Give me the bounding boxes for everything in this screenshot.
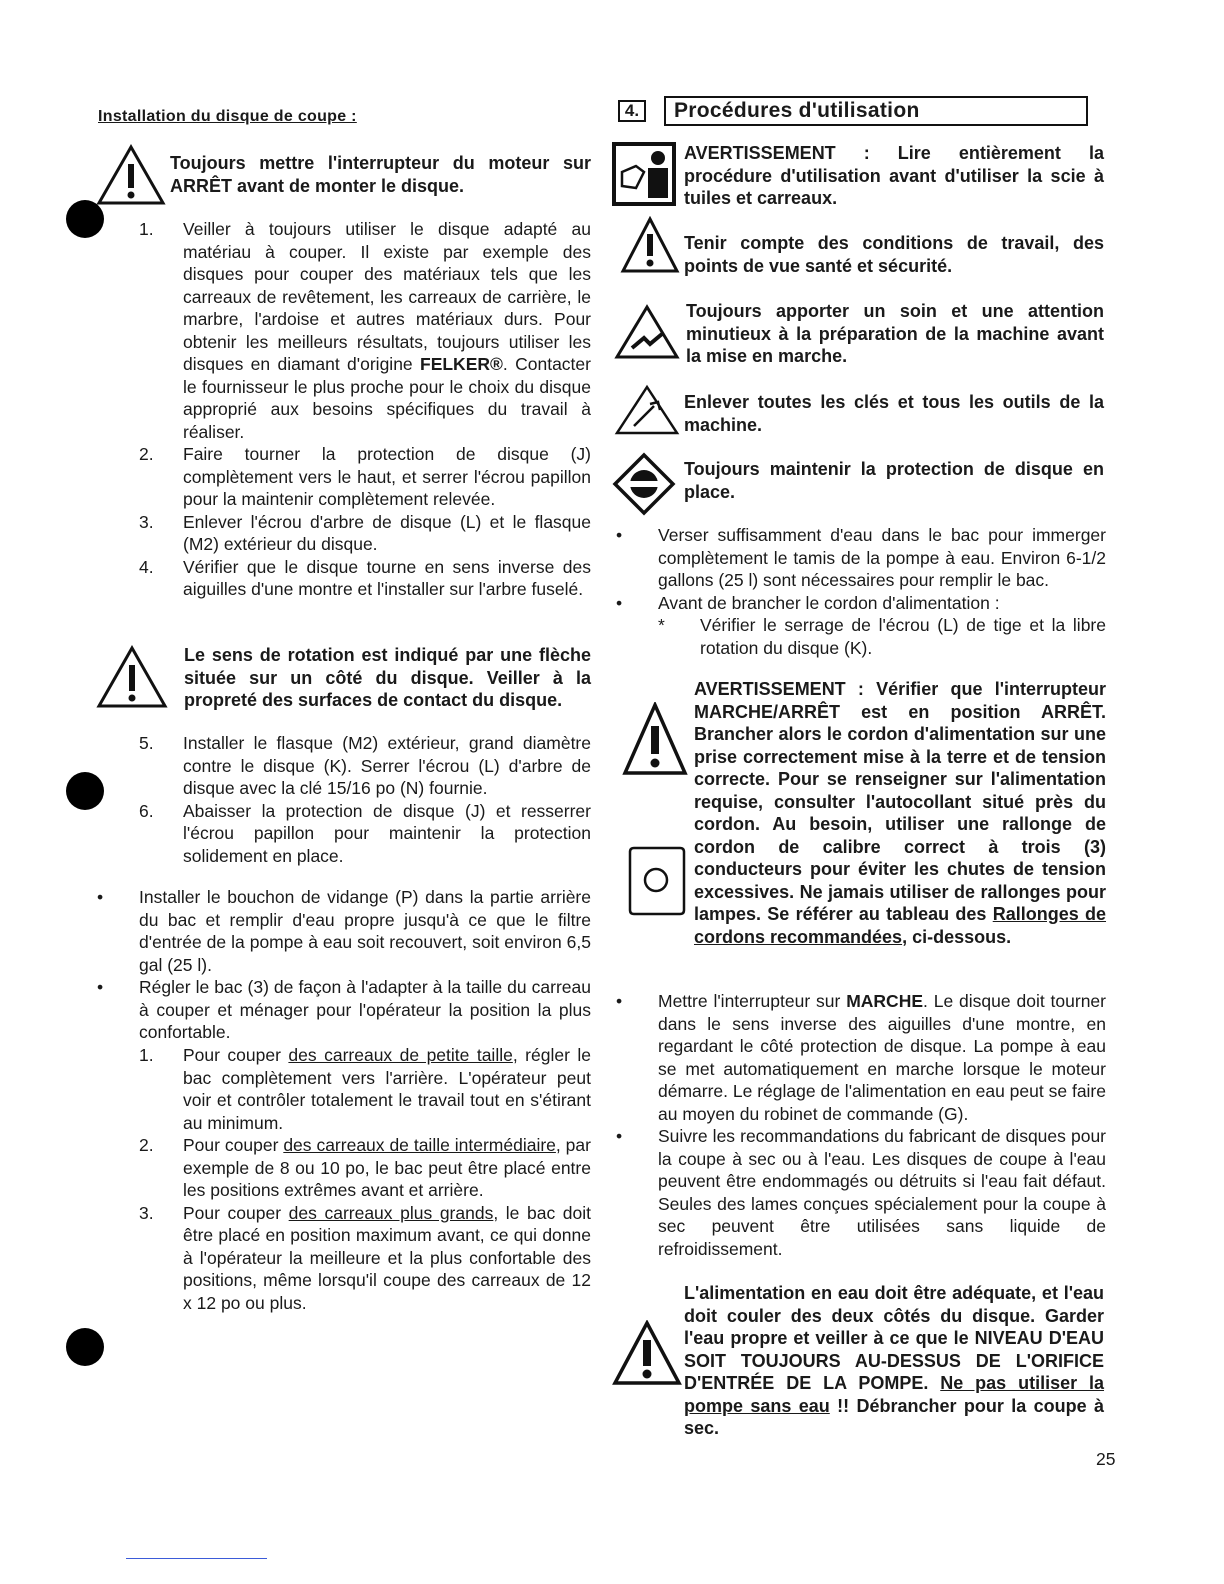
warning-switch-off-position [694,678,1106,948]
warning-work-conditions: Tenir compte des conditions de travail, des points de vue santé et sécurité. [684,233,1104,276]
bullet-text: Verser suffisamment d'eau dans le bac pour immerger complètement le tamis de la pompe à eau. Environ 6-1/2 gallons (25 l) sont nécessaires pour remplir le bac. [658,525,1106,590]
list-item [139,732,591,800]
bullet-text: Mettre l'interrupteur sur [658,991,847,1011]
binder-hole [66,200,104,238]
step-number: 3. [139,1202,154,1223]
list-item [616,592,1106,615]
list-item [97,976,591,1044]
section-title-box [664,96,1088,126]
power-switch-icon [622,846,686,916]
step-text: Veiller à toujours utiliser le disque adapté au matériau à couper. Il existe par exemple des disques pour couper des matériaux tels que les carreaux de revêtement, les carreaux de carrière, le marbre, l'ardoise et autres matériaux durs. Pour obtenir les meilleurs résultats, toujours utiliser les disques en diamant d'origine [183,219,591,374]
list-item [139,511,591,556]
warning-text-cont: !! Débrancher pour la coupe à sec. [684,1395,1104,1438]
warning-triangle-icon [96,144,166,206]
step-number: 2. [139,1135,154,1155]
list-item [616,1125,1106,1260]
warning-triangle-icon [612,1320,682,1386]
step-number: 5. [139,733,154,753]
section-number: 4. [618,100,646,122]
page-number: 25 [1096,1449,1116,1469]
bullet-text: Suivre les recommandations du fabricant de disques pour la coupe à sec ou à l'eau. Les disques de coupe à l'eau peuvent être endommagés ou détruits si l'eau fait défaut. Seules des lames conçues spécialement pour la coupe à sec peuvent être utilisées sans liquide de refroidissement. [658,1126,1106,1259]
warning-text-cont: , ci-dessous. [902,926,1012,947]
list-item [139,443,591,511]
switch-label: MARCHE [846,991,924,1011]
bullet: • [616,592,623,613]
machine-care-icon [614,304,680,360]
step-text-cont: , par exemple de 8 ou 10 po, le bac peut être placé entre les positions extrêmes avant et arrière. [183,1135,591,1200]
underlined-text: des carreaux de taille intermédiaire [283,1135,556,1155]
step-text: Pour couper [183,1045,289,1065]
underlined-text: des carreaux plus grands [288,1202,494,1223]
list-item [139,556,591,601]
steps-list-b [139,732,591,867]
binder-hole [66,1328,104,1366]
step-number: 1. [139,1045,154,1065]
step-text: Installer le flasque (M2) extérieur, grand diamètre contre le disque (K). Serrer l'écrou (L) d'arbre de disque avec la clé 15/16 po (N) fournie. [183,733,591,798]
sub-steps-list [139,1044,591,1314]
bullet-list-right [616,524,1106,659]
footer-rule [126,1558,267,1559]
bullet-list-right-2 [616,990,1106,1260]
step-text: Pour couper [183,1135,284,1155]
step-number: 6. [139,800,154,821]
step-text: Pour couper [183,1202,289,1223]
list-item [658,614,1106,659]
warning-keep-guard: Toujours maintenir la protection de disque en place. [684,459,1104,502]
bullet-list-left [97,886,591,1044]
list-item [139,1202,591,1315]
warning-text: AVERTISSEMENT : Vérifier que l'interrupteur MARCHE/ARRÊT est en position ARRÊT. Brancher alors le cordon d'alimentation sur une prise correctement mise à la terre et de tension correcte. Pour se renseigner sur l'alimentation requise, consulter l'autocollant situé près du cordon. Au besoin, utiliser une rallonge de cordon de calibre correct à trois (3) conducteurs pour éviter les chutes de tension excessives. Ne jamais utiliser de rallonges pour lampes. Se référer au tableau des [694,679,1106,924]
underlined-text: des carreaux de petite taille [288,1045,513,1065]
step-text: Enlever l'écrou d'arbre de disque (L) et le flasque (M2) extérieur du disque. [183,511,591,554]
warning-triangle-icon [96,645,168,709]
list-item [139,1044,591,1134]
list-item [139,218,591,443]
bullet: * [658,615,665,635]
warning-water-supply [684,1282,1104,1440]
bullet-text: Vérifier le serrage de l'écrou (L) de tige et la libre rotation du disque (K). [700,615,1106,658]
warning-switch-off: Toujours mettre l'interrupteur du moteur sur ARRÊT avant de monter le disque. [170,153,591,196]
warning-rotation: Le sens de rotation est indiqué par une flèche située sur un côté du disque. Veiller à la propreté des surfaces de contact du disque. [184,645,591,710]
warning-machine-care: Toujours apporter un soin et une attention minutieux à la préparation de la machine avant la mise en marche. [686,301,1104,366]
remove-tools-icon [614,384,680,436]
blade-guard-icon [612,452,676,516]
steps-list-a [139,218,591,601]
step-number: 1. [139,219,154,239]
step-text-cont: , régler le bac complètement vers l'arrière. L'opérateur peut voir et contrôler totalement le travail tout en s'étirant au minimum. [183,1045,591,1133]
step-number: 4. [139,556,154,577]
step-number: 3. [139,511,154,532]
warning-remove-keys: Enlever toutes les clés et tous les outils de la machine. [684,392,1104,435]
brand-name: FELKER® [420,354,503,374]
bullet: • [97,977,104,997]
bullet-text: Avant de brancher le cordon d'alimentation : [658,592,1000,613]
warning-triangle-icon [620,216,680,274]
list-item [139,800,591,868]
list-item [616,990,1106,1125]
step-text: Faire tourner la protection de disque (J) complètement vers le haut, et serrer l'écrou papillon pour la maintenir complètement relevée. [183,444,591,509]
read-manual-icon [612,142,676,206]
underlined-warning: Ne pas utiliser la pompe sans eau [684,1373,1105,1416]
bullet-text: Installer le bouchon de vidange (P) dans la partie arrière du bac et remplir d'eau propre jusqu'à ce que le filtre d'entrée de la pompe à eau soit recouvert, soit environ 6,5 gal (25 l). [139,887,591,975]
bullet-text: Régler le bac (3) de façon à l'adapter à la taille du carreau à couper et ménager pour l'opérateur la position la plus confortable. [139,977,591,1042]
cord-table-reference: Rallonges de cordons recommandées [694,904,1107,947]
warning-triangle-icon [622,702,688,776]
step-number: 2. [139,444,154,464]
bullet: • [616,525,623,545]
binder-hole [66,772,104,810]
step-text-cont: . Contacter le fournisseur le plus proche pour le choix du disque approprié aux besoins spécifiques du travail à réaliser. [183,354,591,442]
bullet-text-cont: . Le disque doit tourner dans le sens inverse des aiguilles d'une montre, en regardant le côté protection de disque. La pompe à eau se met automatiquement en marche lorsque le moteur démarre. Le réglage de l'alimentation en eau peut se faire au moyen du robinet de commande (G). [658,991,1106,1124]
list-item [616,524,1106,592]
list-item [97,886,591,976]
section-title: Procédures d'utilisation [674,99,920,122]
section-header [618,96,1088,126]
step-text-cont: , le bac doit être placé en position maximum avant, ce qui donne à l'opérateur la meilleure et la plus confortable des positions, même lorsqu'il coupe des carreaux de 12 x 12 po ou plus. [183,1202,592,1313]
bullet: • [616,1126,623,1146]
bullet: • [97,887,104,907]
step-text: Abaisser la protection de disque (J) et resserrer l'écrou papillon pour maintenir la protection solidement en place. [183,800,591,866]
warning-text: L'alimentation en eau doit être adéquate, et l'eau doit couler des deux côtés du disque. Garder l'eau propre et veiller à ce que le NIVEAU D'EAU SOIT TOUJOURS AU-DESSUS DE L'ORIFICE D'ENTRÉE DE LA POMPE. [684,1283,1104,1393]
step-text: Vérifier que le disque tourne en sens inverse des aiguilles d'une montre et l'installer sur l'arbre fuselé. [183,556,591,599]
list-item [139,1134,591,1202]
bullet: • [616,991,623,1011]
warning-read-procedure: AVERTISSEMENT : Lire entièrement la procédure d'utilisation avant d'utiliser la scie à tuiles et carreaux. [684,143,1104,208]
section-heading-installation: Installation du disque de coupe : [98,108,357,125]
